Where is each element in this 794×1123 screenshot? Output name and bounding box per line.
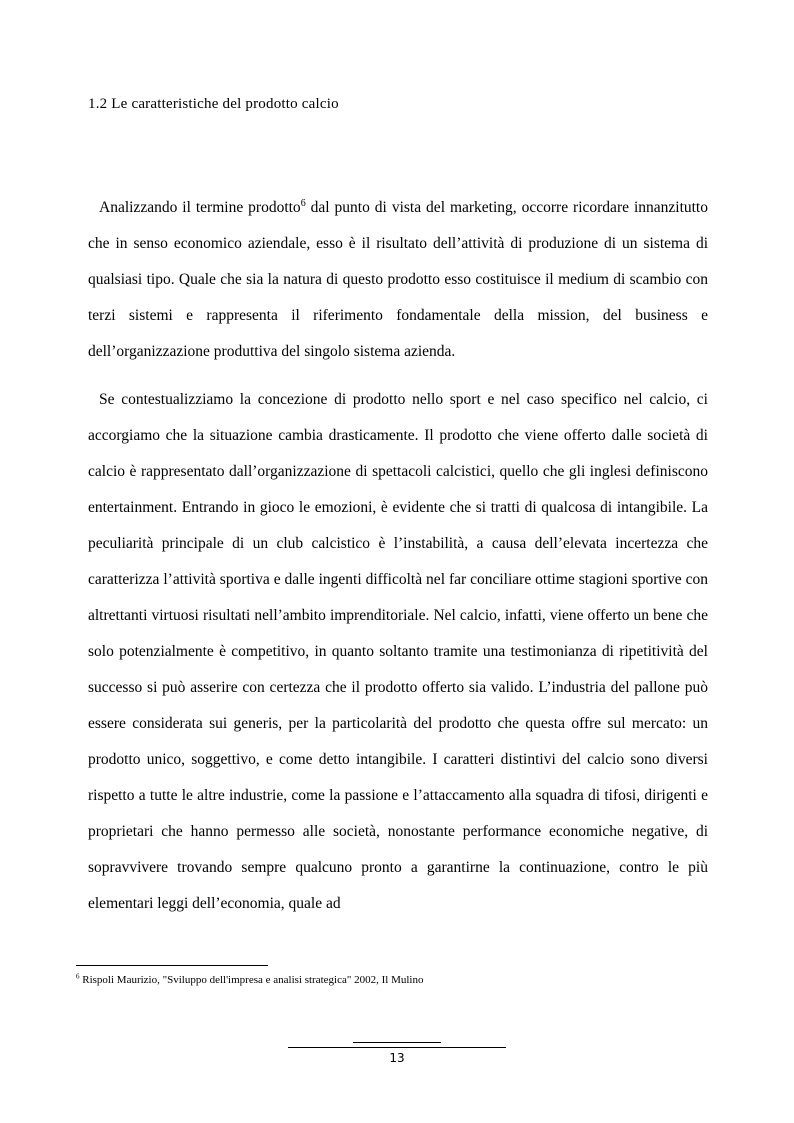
footnote [76,974,423,986]
footer-rule-short [353,1042,441,1043]
body-text [88,190,708,922]
paragraph-1-start: Analizzando il termine prodotto [99,199,301,216]
paragraph-1-rest: dal punto di vista del marketing, occorre ricordare innanzitutto che in senso economico aziendale, esso è il risultato dell’attività di produzione di un sistema di qualsiasi tipo. Quale che sia la natura di questo prodotto esso costituisce il medium di scambio con terzi sistemi e rappresenta il riferimento fondamentale della mission, del business e dell’organizzazione produttiva del singolo sistema azienda. [88,199,708,360]
section-heading: 1.2 Le caratteristiche del prodotto calcio [88,96,339,112]
footnote-separator [76,965,268,966]
footer-rule-long [288,1047,506,1048]
footnote-number: 6 [76,972,80,981]
page-number: 13 [389,1051,405,1065]
footnote-text: Rispoli Maurizio, "Sviluppo dell'impresa e analisi strategica" 2002, Il Mulino [79,974,424,986]
paragraph-1 [88,190,708,370]
paragraph-2: Se contestualizziamo la concezione di prodotto nello sport e nel caso specifico nel calcio, ci accorgiamo che la situazione cambia drasticamente. Il prodotto che viene offerto dalle società di calcio è rappresentato dall’organizzazione di spettacoli calcistici, quello che gli inglesi definiscono entertainment. Entrando in gioco le emozioni, è evidente che si tratti di qualcosa di intangibile. La peculiarità principale di un club calcistico è l’instabilità, a causa dell’elevata incertezza che caratterizza l’attività sportiva e dalle ingenti difficoltà nel far conciliare ottime stagioni sportive con altrettanti virtuosi risultati nell’ambito imprenditoriale. Nel calcio, infatti, viene offerto un bene che solo potenzialmente è competitivo, in quanto soltanto tramite una testimonianza di ripetitività del successo si può asserire con certezza che il prodotto offerto sia valido. L’industria del pallone può essere considerata sui generis, per la particolarità del prodotto che questa offre sul mercato: un prodotto unico, soggettivo, e come detto intangibile. I caratteri distintivi del calcio sono diversi rispetto a tutte le altre industrie, come la passione e l’attaccamento alla squadra di tifosi, dirigenti e proprietari che hanno permesso alle società, nonostante performance economiche negative, di sopravvivere trovando sempre qualcuno pronto a garantirne la continuazione, contro le più elementari leggi dell’economia, quale ad [88,391,708,912]
footnote-reference[interactable]: 6 [300,197,306,209]
